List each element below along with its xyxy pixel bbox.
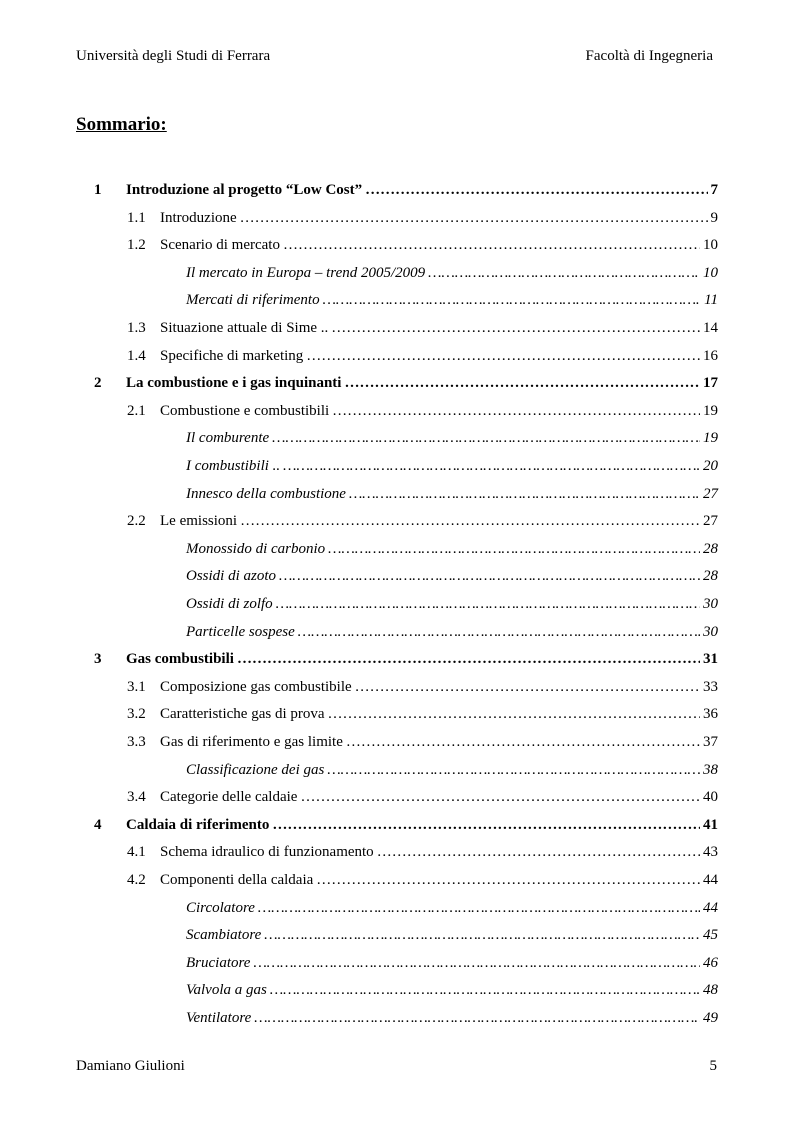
toc-entry [127,402,718,423]
toc-entry-title: I combustibili .. [186,458,281,474]
toc-entry [94,651,718,671]
toc-entry-leader [328,541,700,558]
toc-entry-number: 1.4 [127,347,146,364]
toc-entry-title: Introduzione al progetto “Low Cost” [126,182,363,198]
toc-entry-page: 46 [703,954,718,971]
toc-entry-number: 2 [94,375,102,392]
toc-entry-leader [272,817,700,834]
toc-entry-title: Scenario di mercato [160,237,280,254]
toc-entry-leader [253,955,700,972]
toc-entry-title: Gas combustibili [126,651,234,668]
toc-entry-title: Ventilatore [186,1010,252,1026]
toc-entry-leader [283,458,700,475]
toc-entry-leader [272,430,700,447]
toc-entry [94,816,718,837]
toc-entry-page: 33 [703,678,718,695]
toc-entry-title: Innesco della combustione [186,485,346,502]
toc-entry-leader [316,872,700,889]
toc-entry-title: Introduzione [160,209,237,226]
toc-entry-leader [327,762,700,779]
toc-entry-leader [355,679,700,696]
toc-entry-title: Particelle sospese [186,623,295,640]
toc-entry-leader [349,486,700,503]
toc-entry-number: 3 [94,651,102,668]
toc-entry [186,982,718,1002]
toc-entry [186,265,718,285]
toc-entry-leader [306,348,700,365]
toc-entry-page: 17 [703,375,718,392]
toc-entry [127,678,718,699]
header-faculty: Facoltà di Ingegneria [585,48,713,64]
toc-entry [186,955,718,975]
toc-entry-leader [332,403,700,420]
toc-entry-leader [258,900,700,917]
toc-entry [186,596,718,616]
toc-entry-title: Categorie delle caldaie [160,789,298,806]
footer-page-number: 5 [709,1058,717,1074]
toc-entry-title: Scambiatore [186,927,262,944]
toc-entry-number: 2.1 [127,402,146,419]
toc-entry [186,292,718,312]
toc-entry-leader [300,789,700,806]
toc-entry-page: 10 [703,237,718,254]
toc-entry-number: 3.1 [127,678,146,695]
toc-entry-leader [240,513,700,530]
toc-entry [127,789,718,809]
toc-entry-page: 31 [703,651,718,668]
toc-entry-title: Ossidi di azoto [186,568,277,585]
toc-entry-page: 14 [703,320,718,336]
toc-entry-leader [279,568,700,585]
toc-entry [127,209,718,230]
toc-entry-page: 28 [703,568,718,585]
toc-entry-title: Classificazione dei gas [186,761,325,778]
toc-entry [127,347,718,368]
toc-entry [127,872,718,892]
toc-entry-leader [283,237,700,254]
toc-entry-page: 44 [703,899,718,916]
toc-entry-page: 7 [710,182,718,198]
toc-entry-leader [270,982,700,999]
toc-entry-page: 20 [703,458,718,474]
toc-entry-number: 1.3 [127,320,146,336]
toc-entry-title: Circolatore [186,899,255,916]
toc-entry [127,844,718,864]
toc-entry-page: 37 [703,734,718,750]
toc-entry [186,458,718,478]
toc-entry-page: 19 [703,430,718,447]
toc-entry-leader [237,651,700,668]
toc-entry-page: 27 [703,513,718,530]
toc-entry [94,375,718,395]
toc-entry-title: Combustione e combustibili [160,402,330,419]
toc-entry-page: 38 [703,761,718,778]
toc-entry-leader [344,375,700,392]
toc-entry-leader [254,1010,700,1027]
toc-entry-number: 3.3 [127,734,146,750]
toc-entry-page: 36 [703,706,718,723]
toc-entry [127,320,718,340]
toc-entry-page: 11 [704,292,718,309]
toc-entry-page: 48 [703,982,718,999]
toc-entry-page: 10 [703,264,718,281]
toc-entry-title: Caldaia di riferimento [126,816,270,833]
toc-entry-page: 44 [703,872,718,888]
toc-entry-page: 19 [703,402,718,419]
toc-entry-title: Il mercato in Europa – trend 2005/2009 [186,264,426,281]
page-title: Sommario: [76,114,167,135]
toc-entry-title: Le emissioni [160,513,238,530]
toc-entry [127,237,718,257]
toc-entry-leader [331,320,700,337]
toc-entry-title: Schema idraulico di funzionamento [160,844,374,861]
toc-entry [127,513,718,533]
toc-entry-title: Bruciatore [186,954,251,971]
toc-entry-number: 3.2 [127,706,146,723]
toc-entry-page: 41 [703,816,718,833]
toc-entry [186,927,718,947]
toc-entry-page: 43 [703,844,718,861]
toc-entry-leader [377,844,700,861]
toc-entry-title: Valvola a gas [186,982,267,999]
toc-entry-page: 45 [703,927,718,944]
toc-entry-leader [264,927,700,944]
toc-entry-number: 2.2 [127,513,146,530]
toc-entry-title: Monossido di carbonio [186,540,326,557]
toc-entry-title: Situazione attuale di Sime .. [160,320,329,336]
toc-entry [186,486,718,506]
toc-entry-leader [240,210,708,227]
toc-entry-title: Specifiche di marketing [160,347,304,364]
toc-entry-title: Composizione gas combustibile [160,678,352,695]
toc-entry [186,430,718,450]
toc-entry-number: 4 [94,816,102,833]
header-university: Università degli Studi di Ferrara [76,48,271,64]
toc-entry [186,541,718,561]
toc-entry-page: 40 [703,789,718,806]
toc-entry-title: Componenti della caldaia [160,872,314,888]
toc-entry-number: 1.2 [127,237,146,254]
toc-entry-page: 9 [710,209,718,226]
toc-entry [94,182,718,202]
toc-entry-leader [328,706,700,723]
toc-entry-title: Mercati di riferimento [186,292,320,309]
toc-entry-leader [365,182,707,199]
toc-entry-number: 1 [94,182,102,198]
toc-entry-leader [276,596,700,613]
toc-entry-title: Gas di riferimento e gas limite [160,734,343,750]
toc-entry-title: La combustione e i gas inquinanti [126,375,342,392]
toc-entry-number: 4.1 [127,844,146,861]
toc-entry-title: Caratteristiche gas di prova [160,706,325,723]
toc-entry-page: 30 [703,623,718,640]
toc-entry-page: 30 [703,596,718,612]
toc-entry [186,568,718,588]
toc-entry-number: 4.2 [127,872,146,888]
toc-entry-number: 1.1 [127,209,146,226]
toc-entry [127,734,718,754]
toc-entry [186,762,718,782]
toc-entry-page: 16 [703,347,718,364]
toc-entry-page: 49 [703,1010,718,1026]
toc-entry-page: 28 [703,540,718,557]
toc-entry-leader [428,265,700,282]
toc-entry [127,706,718,726]
toc-entry-leader [298,624,700,641]
toc-entry [186,900,718,920]
toc-entry-leader [323,292,702,309]
toc-entry [186,624,718,644]
footer-author: Damiano Giulioni [76,1058,185,1074]
toc-entry-leader [346,734,700,751]
toc-entry-page: 27 [703,485,718,502]
toc-entry-title: Ossidi di zolfo [186,596,273,612]
toc-entry [186,1010,718,1030]
toc-entry-title: Il comburente [186,430,270,447]
toc-entry-number: 3.4 [127,789,146,806]
